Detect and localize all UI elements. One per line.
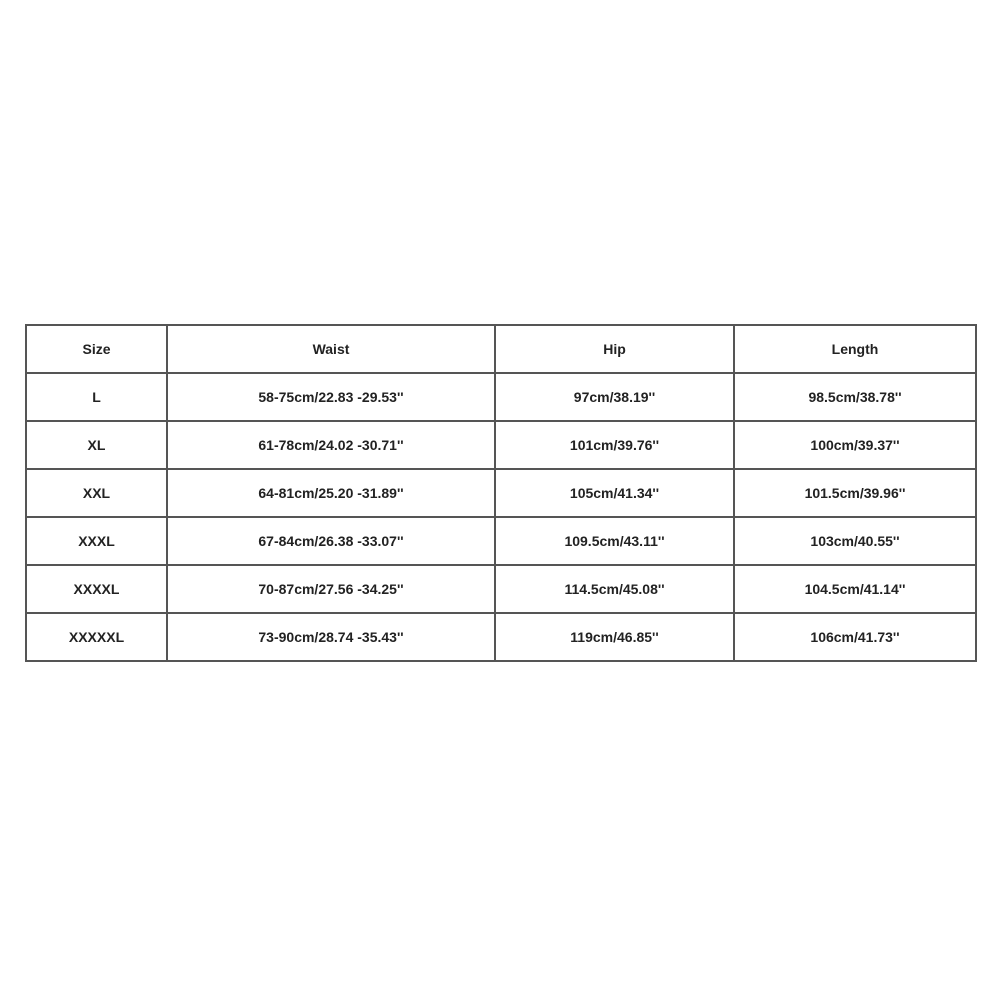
waist-cell: 70-87cm/27.56 -34.25'' bbox=[167, 565, 495, 613]
size-cell: XL bbox=[26, 421, 167, 469]
waist-cell: 67-84cm/26.38 -33.07'' bbox=[167, 517, 495, 565]
table-row bbox=[26, 421, 976, 469]
size-cell: XXXL bbox=[26, 517, 167, 565]
hip-cell: 109.5cm/43.11'' bbox=[495, 517, 734, 565]
table-row bbox=[26, 517, 976, 565]
table-row bbox=[26, 469, 976, 517]
table-row bbox=[26, 565, 976, 613]
size-cell: L bbox=[26, 373, 167, 421]
waist-cell: 58-75cm/22.83 -29.53'' bbox=[167, 373, 495, 421]
size-cell: XXL bbox=[26, 469, 167, 517]
header-row bbox=[26, 325, 976, 373]
waist-cell: 61-78cm/24.02 -30.71'' bbox=[167, 421, 495, 469]
size-chart-table bbox=[25, 324, 977, 662]
length-cell: 100cm/39.37'' bbox=[734, 421, 976, 469]
hip-cell: 97cm/38.19'' bbox=[495, 373, 734, 421]
header-length: Length bbox=[734, 325, 976, 373]
length-cell: 104.5cm/41.14'' bbox=[734, 565, 976, 613]
hip-cell: 101cm/39.76'' bbox=[495, 421, 734, 469]
length-cell: 101.5cm/39.96'' bbox=[734, 469, 976, 517]
size-cell: XXXXL bbox=[26, 565, 167, 613]
waist-cell: 64-81cm/25.20 -31.89'' bbox=[167, 469, 495, 517]
header-hip: Hip bbox=[495, 325, 734, 373]
table-row bbox=[26, 613, 976, 661]
header-size: Size bbox=[26, 325, 167, 373]
waist-cell: 73-90cm/28.74 -35.43'' bbox=[167, 613, 495, 661]
length-cell: 103cm/40.55'' bbox=[734, 517, 976, 565]
size-cell: XXXXXL bbox=[26, 613, 167, 661]
hip-cell: 119cm/46.85'' bbox=[495, 613, 734, 661]
hip-cell: 105cm/41.34'' bbox=[495, 469, 734, 517]
length-cell: 106cm/41.73'' bbox=[734, 613, 976, 661]
header-waist: Waist bbox=[167, 325, 495, 373]
length-cell: 98.5cm/38.78'' bbox=[734, 373, 976, 421]
hip-cell: 114.5cm/45.08'' bbox=[495, 565, 734, 613]
table-row bbox=[26, 373, 976, 421]
